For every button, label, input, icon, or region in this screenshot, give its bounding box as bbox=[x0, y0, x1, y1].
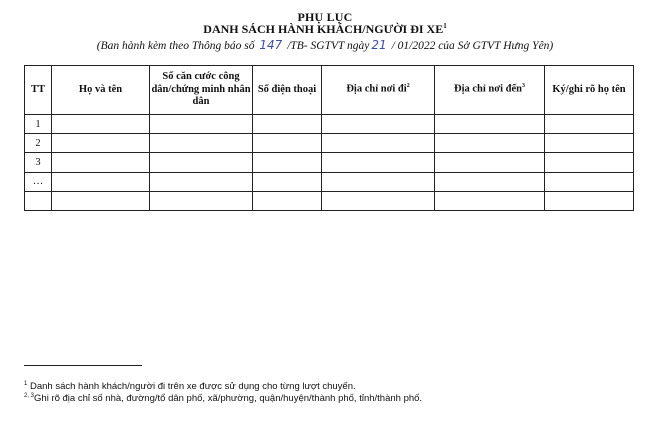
column-header bbox=[25, 66, 52, 115]
table-cell bbox=[545, 191, 634, 210]
issuance-note bbox=[0, 38, 650, 52]
table-cell bbox=[253, 191, 322, 210]
table-cell bbox=[435, 153, 545, 172]
table-cell bbox=[322, 115, 435, 134]
column-header bbox=[52, 66, 150, 115]
table-cell bbox=[150, 172, 253, 191]
table-cell bbox=[253, 134, 322, 153]
table-cell bbox=[322, 172, 435, 191]
document-heading bbox=[0, 22, 650, 37]
table-cell bbox=[435, 191, 545, 210]
table-cell bbox=[150, 191, 253, 210]
column-header bbox=[545, 66, 634, 115]
column-header bbox=[322, 66, 435, 115]
table-cell bbox=[435, 115, 545, 134]
table-cell bbox=[322, 153, 435, 172]
passenger-list-table bbox=[24, 65, 634, 211]
table-cell bbox=[435, 134, 545, 153]
column-header-label: Họ và tên bbox=[78, 83, 123, 95]
column-header-label: TT bbox=[30, 83, 45, 95]
table-cell bbox=[52, 153, 150, 172]
table-cell bbox=[150, 153, 253, 172]
table-cell bbox=[435, 172, 545, 191]
table-row bbox=[25, 115, 634, 134]
table-cell bbox=[253, 115, 322, 134]
row-number bbox=[25, 191, 52, 210]
table-cell bbox=[253, 172, 322, 191]
column-header bbox=[253, 66, 322, 115]
table-cell bbox=[253, 153, 322, 172]
column-header-label: Số căn cước công dân/chứng minh nhân dân bbox=[151, 71, 251, 108]
table-body bbox=[25, 115, 634, 211]
table-cell bbox=[52, 172, 150, 191]
column-header-footnote-marker: 3 bbox=[521, 83, 525, 90]
table-cell bbox=[52, 134, 150, 153]
table-cell bbox=[545, 115, 634, 134]
footnote-divider bbox=[24, 365, 142, 366]
table-cell bbox=[545, 172, 634, 191]
heading-footnote-marker: 1 bbox=[443, 22, 447, 30]
row-number: 2 bbox=[25, 134, 52, 153]
column-header-label: Địa chỉ nơi đi bbox=[346, 83, 407, 95]
row-number: 3 bbox=[25, 153, 52, 172]
footnote-1 bbox=[24, 381, 356, 392]
table-cell bbox=[545, 153, 634, 172]
table-cell bbox=[52, 191, 150, 210]
issuance-mid: /TB- SGTVT ngày bbox=[287, 40, 370, 52]
table-cell bbox=[545, 134, 634, 153]
column-header-label: Địa chỉ nơi đến bbox=[454, 83, 522, 95]
handwritten-notice-number: 147 bbox=[259, 38, 283, 52]
page-title: PHỤ LỤC bbox=[297, 10, 353, 24]
handwritten-day: 21 bbox=[371, 38, 387, 52]
column-header-label: Ký/ghi rõ họ tên bbox=[552, 83, 626, 95]
column-header-footnote-marker: 2 bbox=[406, 83, 410, 90]
footnote-1-marker: 1 bbox=[24, 381, 28, 387]
issuance-suffix: / 01/2022 của Sở GTVT Hưng Yên) bbox=[391, 40, 554, 52]
heading-text: DANH SÁCH HÀNH KHÁCH/NGƯỜI ĐI XE bbox=[203, 22, 444, 36]
table-cell bbox=[322, 191, 435, 210]
footnote-2-3-text: Ghi rõ địa chỉ số nhà, đường/tổ dân phố, xã/phường, quận/huyện/thành phố, tỉnh/thành phố. bbox=[34, 393, 423, 405]
row-number: … bbox=[25, 172, 52, 191]
table-row bbox=[25, 191, 634, 210]
table-cell bbox=[52, 115, 150, 134]
footnote-2-3-marker: 2, 3 bbox=[24, 393, 35, 399]
table-row bbox=[25, 134, 634, 153]
table-cell bbox=[322, 134, 435, 153]
issuance-prefix: (Ban hành kèm theo Thông báo số bbox=[96, 40, 255, 52]
footnote-1-text: Danh sách hành khách/người đi trên xe được sử dụng cho từng lượt chuyến. bbox=[27, 381, 356, 393]
table-cell bbox=[150, 115, 253, 134]
row-number: 1 bbox=[25, 115, 52, 134]
footnote-2-3 bbox=[24, 393, 422, 404]
column-header-label: Số điện thoại bbox=[257, 83, 317, 95]
column-header bbox=[435, 66, 545, 115]
table-cell bbox=[150, 134, 253, 153]
column-header bbox=[150, 66, 253, 115]
table-row bbox=[25, 172, 634, 191]
table-row bbox=[25, 153, 634, 172]
table-header-row bbox=[25, 66, 634, 115]
